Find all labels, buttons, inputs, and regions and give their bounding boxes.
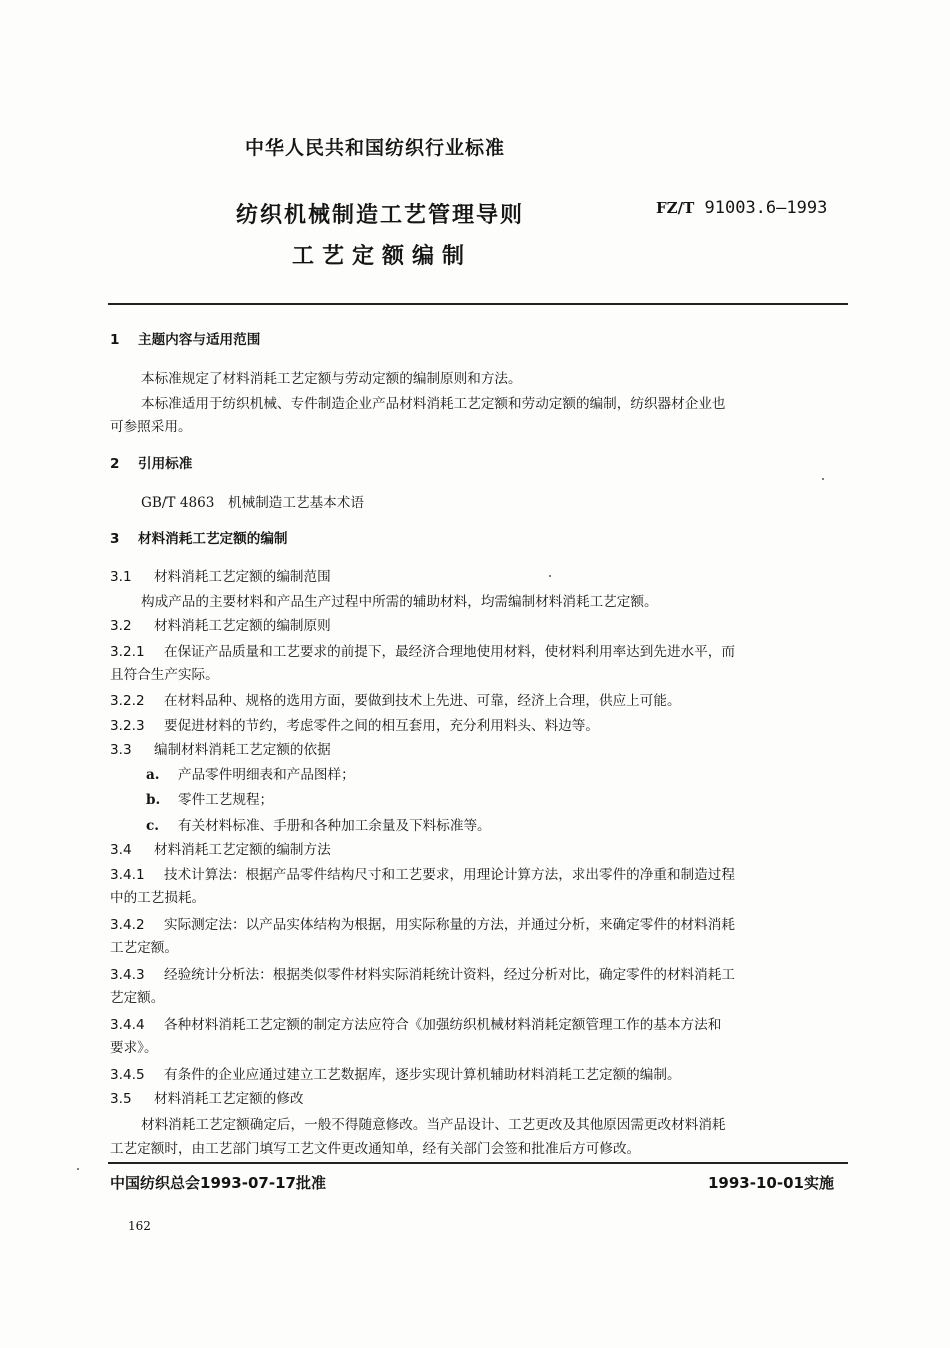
subsection-title: 材料消耗工艺定额的编制原则 — [154, 618, 331, 634]
standard-subtitle: 工艺定额编制 — [292, 244, 473, 269]
standard-number — [656, 198, 827, 218]
scan-speck — [822, 478, 824, 480]
paragraph: 本标准适用于纺织机械、专件制造企业产品材料消耗工艺定额和劳动定额的编制，纺织器材企业也 — [141, 396, 726, 412]
subsection-title: 材料消耗工艺定额的修改 — [154, 1091, 304, 1107]
clause-text: 有条件的企业应通过建立工艺数据库，逐步实现计算机辅助材料消耗工艺定额的编制。 — [164, 1067, 681, 1083]
paragraph: 本标准规定了材料消耗工艺定额与劳动定额的编制原则和方法。 — [141, 371, 522, 387]
reference-entry: GB/T 4863 机械制造工艺基本术语 — [141, 495, 364, 511]
paragraph-continuation: 艺定额。 — [110, 990, 165, 1006]
paragraph-continuation: 中的工艺损耗。 — [110, 890, 206, 906]
clause-number: 3.4.3 — [110, 967, 145, 983]
list-text: 产品零件明细表和产品图样； — [178, 767, 355, 783]
clause-number: 3.2.2 — [110, 693, 145, 709]
list-text: 零件工艺规程； — [178, 792, 274, 808]
list-text: 有关材料标准、手册和各种加工余量及下料标准等。 — [178, 818, 491, 834]
clause-3-4-2 — [110, 916, 852, 934]
clause-number: 3.4.2 — [110, 917, 145, 933]
clause-3-2-2 — [110, 692, 852, 710]
clause-text: 在材料品种、规格的选用方面，要做到技术上先进、可靠，经济上合理，供应上可能。 — [164, 693, 681, 709]
subsection-number: 3.2 — [110, 618, 132, 634]
clause-text: 在保证产品质量和工艺要求的前提下，最经济合理地使用材料，使材料利用率达到先进水平，而 — [164, 644, 735, 660]
subsection-3-3 — [110, 741, 852, 759]
section-title: 引用标准 — [138, 456, 193, 472]
list-item — [146, 817, 888, 835]
subsection-3-5 — [110, 1090, 852, 1108]
paragraph: 材料消耗工艺定额确定后，一般不得随意修改。当产品设计、工艺更改及其他原因需更改材料消耗 — [141, 1117, 726, 1133]
list-marker: b. — [146, 792, 161, 808]
clause-text: 各种材料消耗工艺定额的制定方法应符合《加强纺织机械材料消耗定额管理工作的基本方法和 — [164, 1017, 722, 1033]
standard-title: 纺织机械制造工艺管理导则 — [236, 203, 525, 228]
subsection-3-2 — [110, 617, 852, 635]
clause-number: 3.4.5 — [110, 1067, 145, 1083]
list-marker: a. — [146, 767, 160, 783]
footer-rule — [108, 1162, 848, 1164]
paragraph-continuation: 要求》。 — [110, 1040, 158, 1056]
paragraph-continuation: 且符合生产实际。 — [110, 667, 219, 683]
clause-3-4-3 — [110, 966, 852, 984]
clause-text: 要促进材料的节约，考虑零件之间的相互套用，充分利用料头、料边等。 — [164, 718, 599, 734]
section-2-heading — [110, 455, 852, 473]
list-item — [146, 766, 888, 784]
subsection-title: 编制材料消耗工艺定额的依据 — [154, 742, 331, 758]
clause-3-2-3 — [110, 717, 852, 735]
paragraph-continuation: 工艺定额时，由工艺部门填写工艺文件更改通知单，经有关部门会签和批准后方可修改。 — [110, 1141, 641, 1157]
subsection-number: 3.3 — [110, 742, 132, 758]
section-number: 3 — [110, 531, 120, 547]
clause-text: 实际测定法：以产品实体结构为根据，用实际称量的方法，并通过分析，来确定零件的材料消耗 — [164, 917, 735, 933]
section-number: 2 — [110, 456, 120, 472]
effective-date: 1993-10-01实施 — [708, 1174, 834, 1192]
paragraph: 构成产品的主要材料和产品生产过程中所需的辅助材料，均需编制材料消耗工艺定额。 — [141, 594, 658, 610]
issuing-body-heading: 中华人民共和国纺织行业标准 — [245, 137, 506, 159]
subsection-number: 3.4 — [110, 842, 132, 858]
scan-speck — [77, 1168, 79, 1170]
scan-speck — [549, 575, 551, 577]
standard-code: 91003.6—1993 — [704, 198, 828, 218]
subsection-3-4 — [110, 841, 852, 859]
subsection-3-1 — [110, 568, 852, 586]
subsection-title: 材料消耗工艺定额的编制范围 — [154, 569, 331, 585]
clause-number: 3.2.1 — [110, 644, 145, 660]
section-title: 材料消耗工艺定额的编制 — [138, 531, 288, 547]
section-number: 1 — [110, 332, 120, 348]
section-title: 主题内容与适用范围 — [138, 332, 261, 348]
clause-number: 3.4.1 — [110, 867, 145, 883]
clause-text: 经验统计分析法：根据类似零件材料实际消耗统计资料，经过分析对比，确定零件的材料消耗工 — [164, 967, 735, 983]
clause-3-4-5 — [110, 1066, 852, 1084]
page-number: 162 — [128, 1219, 151, 1233]
paragraph-continuation: 工艺定额。 — [110, 940, 178, 956]
standard-prefix: FZ/T — [656, 199, 695, 217]
clause-3-2-1 — [110, 643, 852, 661]
list-marker: c. — [146, 818, 160, 834]
list-item — [146, 791, 888, 809]
section-1-heading — [110, 331, 852, 349]
paragraph-continuation: 可参照采用。 — [110, 419, 192, 435]
subsection-number: 3.5 — [110, 1091, 132, 1107]
subsection-title: 材料消耗工艺定额的编制方法 — [154, 842, 331, 858]
clause-number: 3.4.4 — [110, 1017, 145, 1033]
clause-number: 3.2.3 — [110, 718, 145, 734]
subsection-number: 3.1 — [110, 569, 132, 585]
approval-date: 中国纺织总会1993-07-17批准 — [110, 1174, 326, 1192]
clause-3-4-1 — [110, 866, 852, 884]
header-rule — [108, 303, 848, 305]
clause-3-4-4 — [110, 1016, 852, 1034]
clause-text: 技术计算法：根据产品零件结构尺寸和工艺要求，用理论计算方法，求出零件的净重和制造过程 — [164, 867, 735, 883]
section-3-heading — [110, 530, 852, 548]
